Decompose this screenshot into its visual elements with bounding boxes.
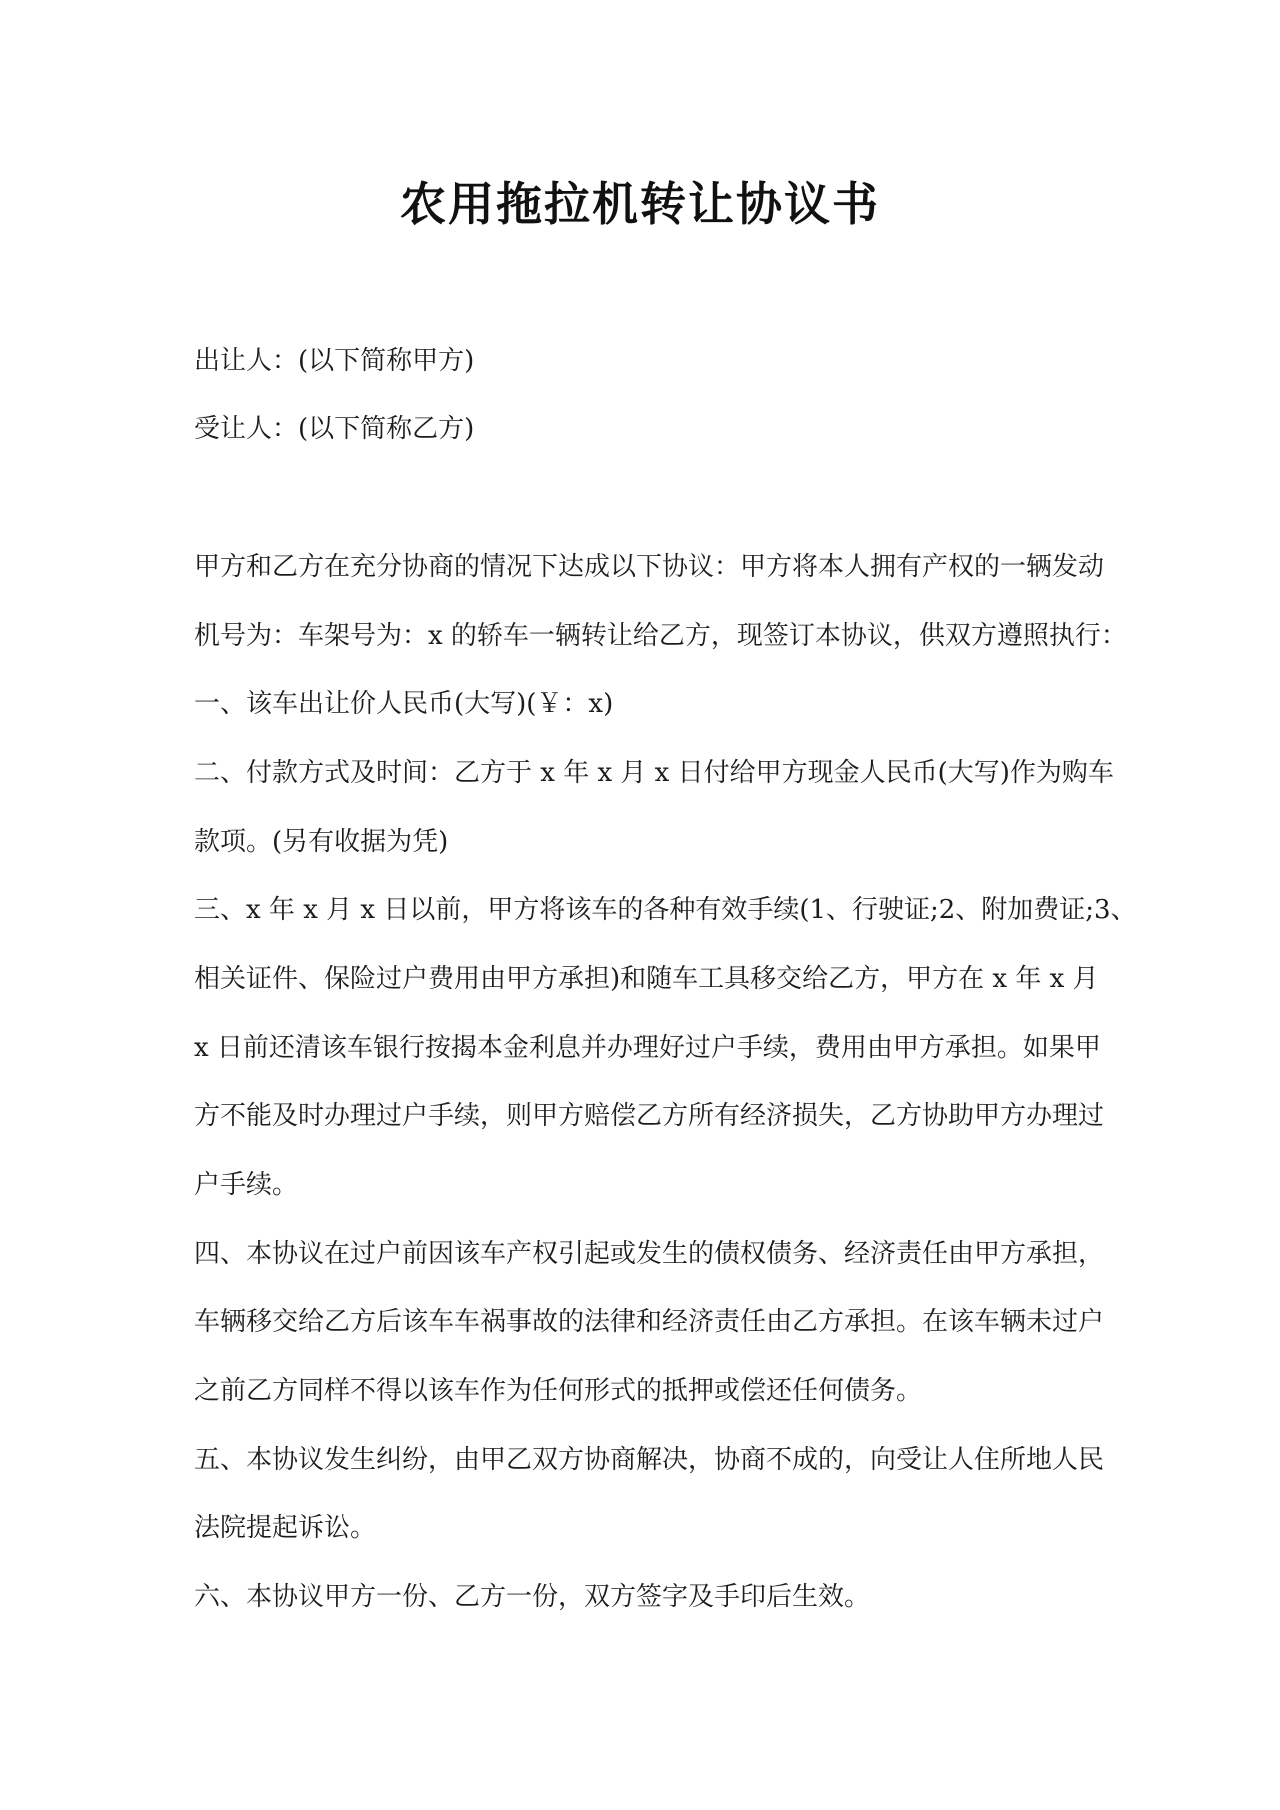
body-line: 机号为：车架号为：x 的轿车一辆转让给乙方，现签订本协议，供双方遵照执行：: [194, 621, 1127, 651]
clause-3-line: 方不能及时办理过户手续，则甲方赔偿乙方所有经济损失，乙方协助甲方办理过: [194, 1101, 1105, 1131]
clause-5-line: 五、本协议发生纠纷，由甲乙双方协商解决，协商不成的，向受让人住所地人民: [194, 1445, 1105, 1475]
clause-4-line: 之前乙方同样不得以该车作为任何形式的抵押或偿还任何债务。: [194, 1376, 923, 1406]
transferee-line: 受让人：(以下简称乙方): [194, 414, 475, 444]
clause-3-line: 相关证件、保险过户费用由甲方承担)和随车工具移交给乙方，甲方在 x 年 x 月: [194, 964, 1099, 994]
transferor-line: 出让人：(以下简称甲方): [194, 346, 475, 376]
clause-2-line: 款项。(另有收据为凭): [194, 827, 449, 857]
document-title: 农用拖拉机转让协议书: [400, 177, 880, 231]
clause-1-line: 一、该车出让价人民币(大写)(￥：x): [194, 689, 614, 719]
clause-3-line: 户手续。: [194, 1170, 299, 1200]
clause-4-line: 车辆移交给乙方后该车车祸事故的法律和经济责任由乙方承担。在该车辆未过户: [194, 1307, 1105, 1337]
clause-2-line: 二、付款方式及时间：乙方于 x 年 x 月 x 日付给甲方现金人民币(大写)作为购车: [194, 758, 1114, 788]
clause-3-line: x 日前还清该车银行按揭本金利息并办理好过户手续，费用由甲方承担。如果甲: [194, 1033, 1101, 1063]
clause-6-line: 六、本协议甲方一份、乙方一份，双方签字及手印后生效。: [194, 1582, 871, 1612]
clause-5-line: 法院提起诉讼。: [194, 1513, 377, 1543]
body-line: 甲方和乙方在充分协商的情况下达成以下协议：甲方将本人拥有产权的一辆发动: [194, 552, 1105, 582]
clause-3-line: 三、x 年 x 月 x 日以前，甲方将该车的各种有效手续(1、行驶证;2、附加费证;3、: [194, 895, 1137, 925]
clause-4-line: 四、本协议在过户前因该车产权引起或发生的债权债务、经济责任由甲方承担，: [194, 1239, 1105, 1269]
